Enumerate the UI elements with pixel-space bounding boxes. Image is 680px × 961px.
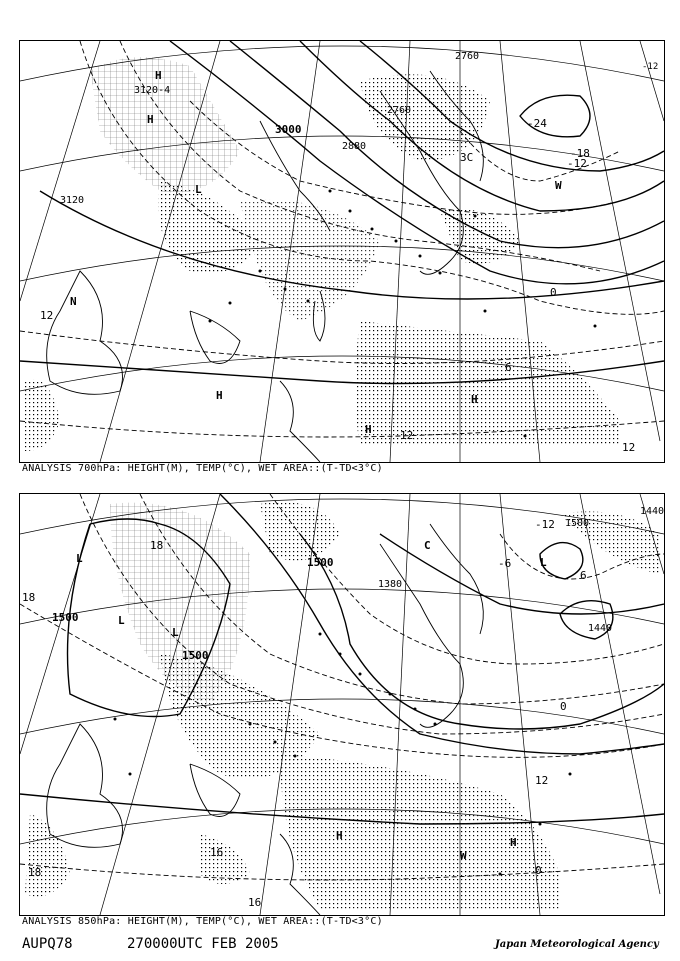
- chart-code: AUPQ78: [22, 936, 73, 952]
- height-label: 1500: [182, 649, 209, 662]
- valid-time: 270000UTC FEB 2005: [127, 936, 279, 952]
- temp-label: 18: [22, 591, 36, 604]
- height-label: 3120-4: [134, 85, 171, 96]
- pressure-center: N: [70, 295, 77, 308]
- temp-label: 12: [400, 429, 414, 442]
- temp-label: -12: [567, 157, 587, 170]
- pressure-center: H: [336, 829, 343, 842]
- temp-label: 12: [40, 309, 54, 322]
- pressure-center: H: [510, 836, 517, 849]
- height-label: 1440: [588, 623, 613, 634]
- pressure-center: H: [155, 69, 162, 82]
- height-label: 1380: [378, 579, 403, 590]
- height-label: 2880: [342, 141, 367, 152]
- temp-label: 0: [560, 700, 567, 713]
- caption-700hpa: ANALYSIS 700hPa: HEIGHT(M), TEMP(°C), WET AREA::(T-TD<3°C): [22, 463, 383, 474]
- height-label: 3000: [275, 123, 302, 136]
- temp-label: 3C: [460, 151, 474, 164]
- temp-label: 18: [150, 539, 164, 552]
- agency-name: Japan Meteorological Agency: [495, 939, 659, 950]
- chart-700hpa: [19, 40, 665, 463]
- height-label: 2760: [455, 51, 480, 62]
- pressure-center: W: [555, 179, 562, 192]
- height-label: 1500: [307, 556, 334, 569]
- temp-label: -12: [642, 62, 659, 72]
- height-label: 1500: [52, 611, 79, 624]
- temp-label: -12: [535, 518, 555, 531]
- temp-label: 16: [248, 896, 262, 909]
- temp-label: 6: [580, 569, 587, 582]
- temp-label: 6: [505, 361, 512, 374]
- pressure-center: L: [76, 552, 83, 565]
- temp-label: 16: [210, 846, 224, 859]
- pressure-center: L: [118, 614, 125, 627]
- pressure-center: C: [424, 539, 431, 552]
- temp-label: -6: [498, 557, 512, 570]
- pressure-center: L: [540, 556, 547, 569]
- pressure-center: L: [195, 183, 202, 196]
- temp-label: 12: [622, 441, 636, 454]
- pressure-center: H: [365, 423, 372, 436]
- height-label: 2760: [387, 105, 412, 116]
- temp-label: 0: [550, 286, 557, 299]
- height-label: 1500: [565, 518, 590, 529]
- map-850hpa: [20, 494, 664, 915]
- map-700hpa: [20, 41, 664, 462]
- temp-label: 0: [535, 864, 542, 877]
- height-label: 3120: [60, 195, 85, 206]
- pressure-center: H: [471, 393, 478, 406]
- height-label: 1440: [640, 506, 664, 517]
- pressure-center: W: [460, 849, 467, 862]
- temp-label: -24: [527, 117, 547, 130]
- pressure-center: H: [147, 113, 154, 126]
- chart-850hpa: [19, 493, 665, 916]
- pressure-center: H: [216, 389, 223, 402]
- temp-label: 18: [28, 866, 42, 879]
- pressure-center: L: [172, 626, 179, 639]
- temp-label: -18: [570, 147, 590, 160]
- caption-850hpa: ANALYSIS 850hPa: HEIGHT(M), TEMP(°C), WET AREA::(T-TD<3°C): [22, 916, 383, 927]
- temp-label: 12: [535, 774, 549, 787]
